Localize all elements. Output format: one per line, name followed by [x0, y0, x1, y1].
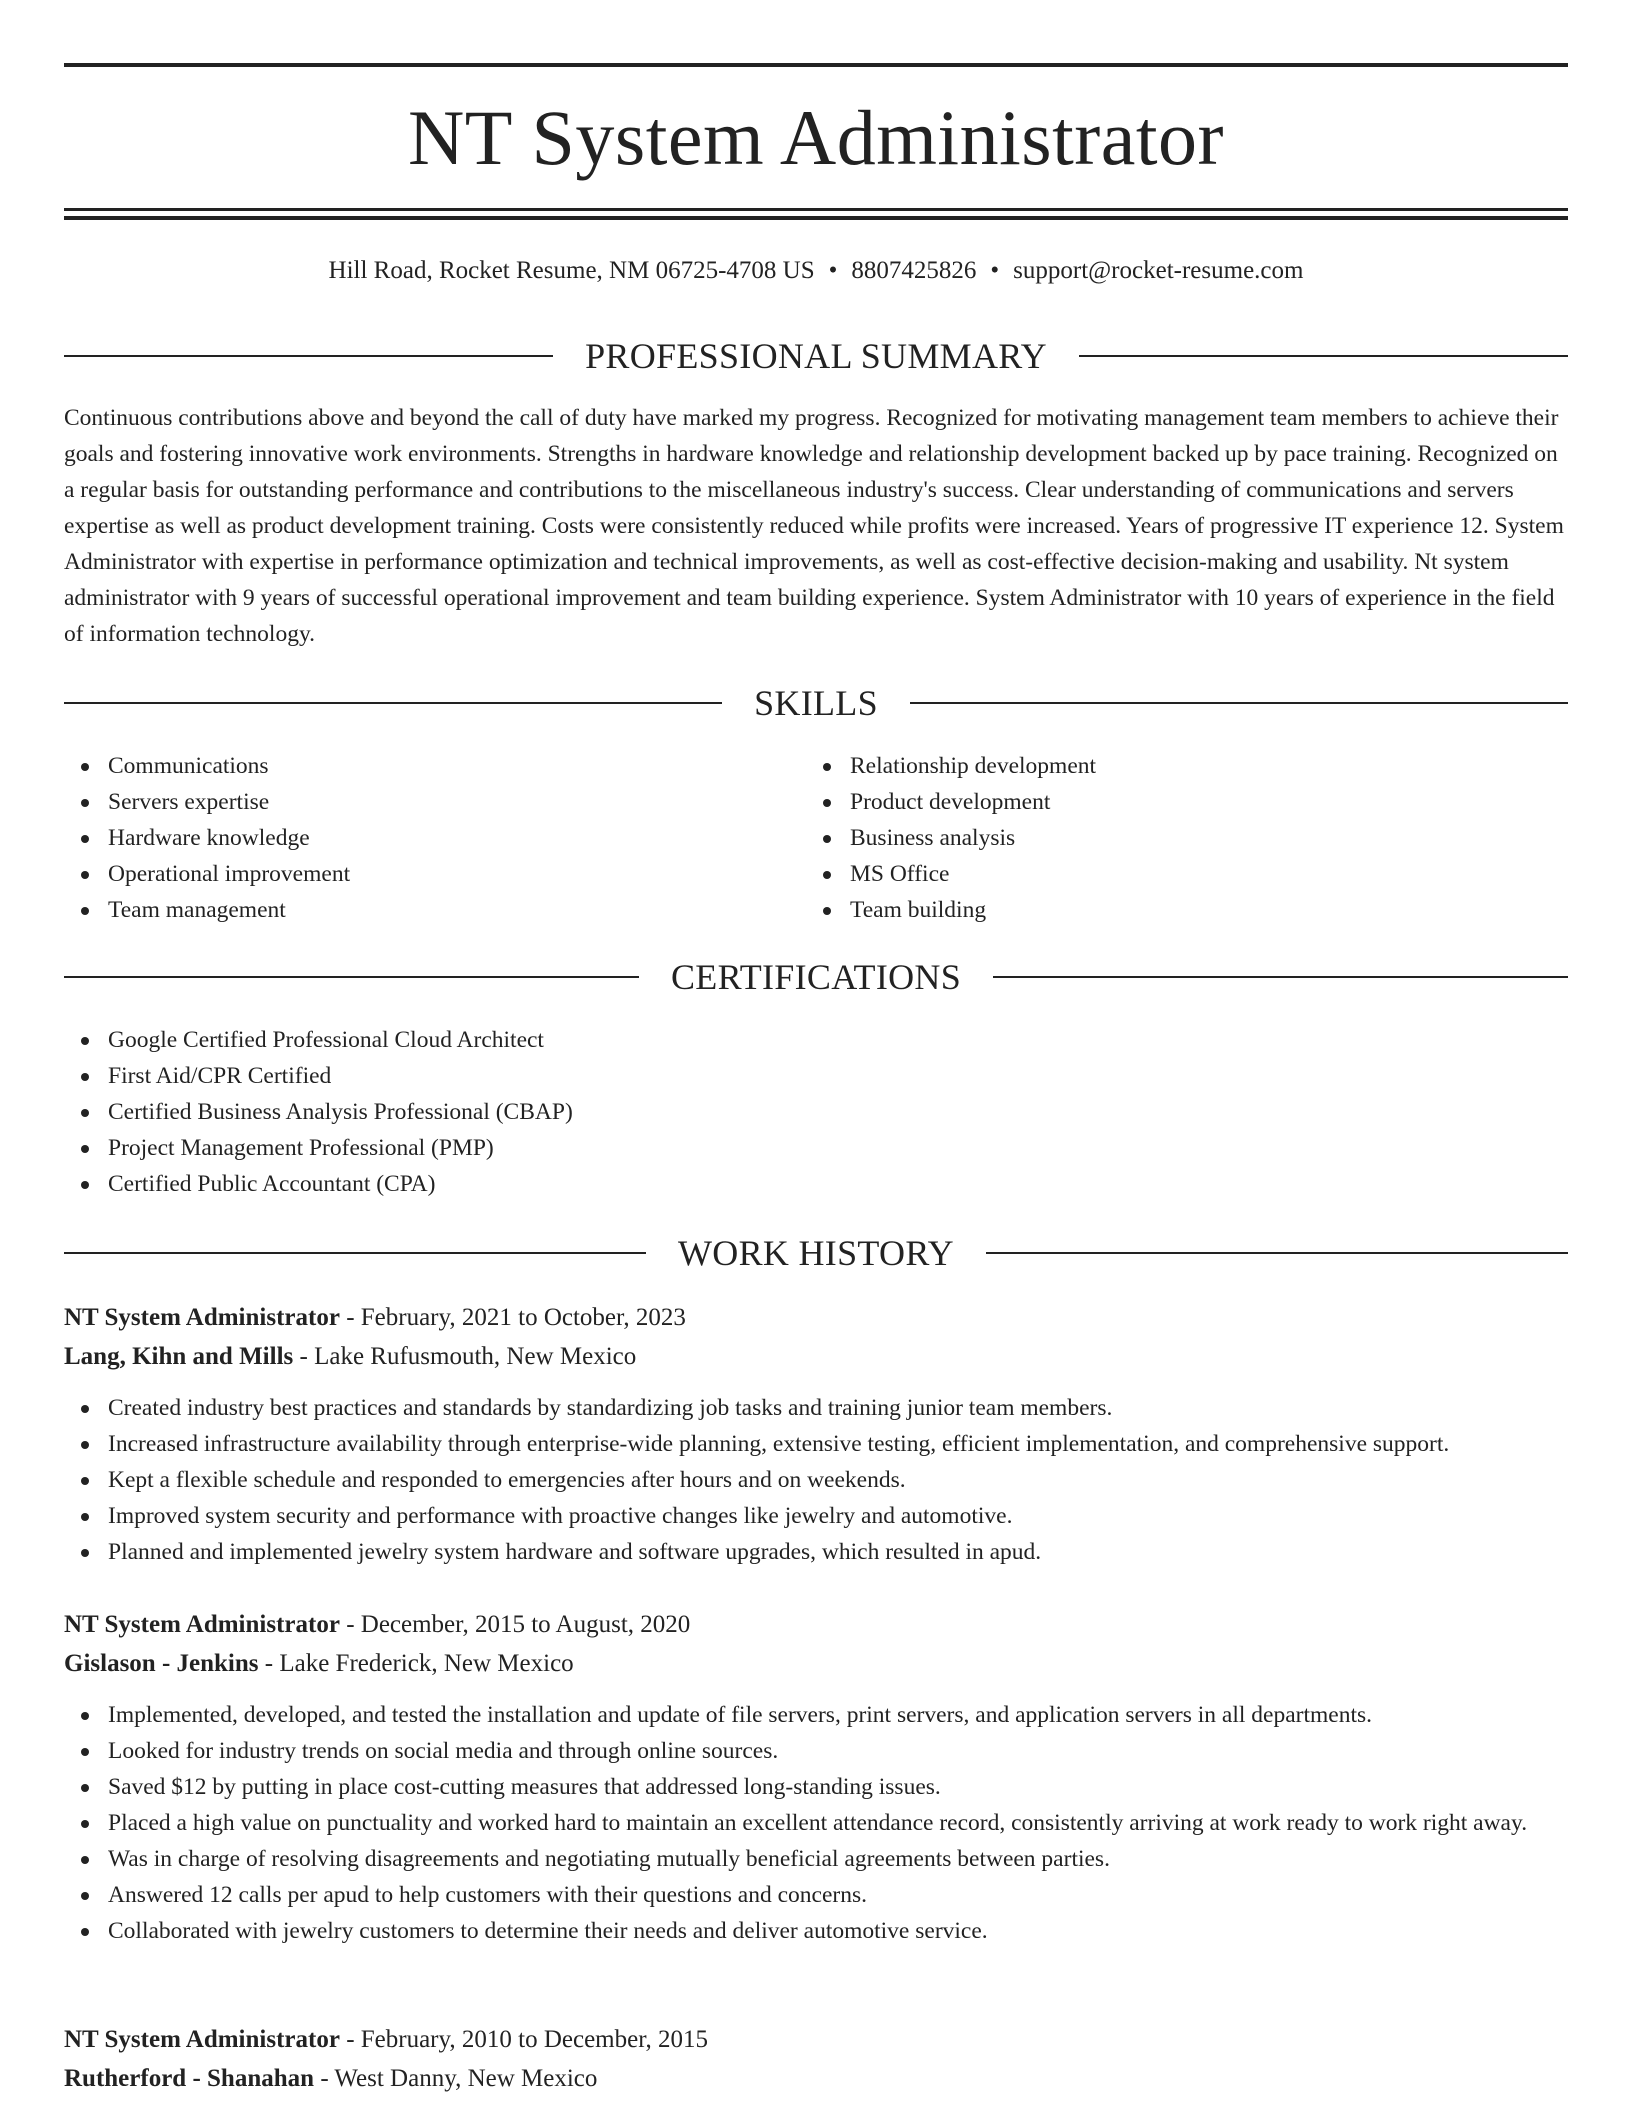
certifications-list: [64, 1022, 1568, 1202]
contact-separator: •: [828, 257, 838, 284]
certification-item: Google Certified Professional Cloud Architect: [64, 1022, 1568, 1058]
job-duty-item: Was in charge of resolving disagreements and negotiating mutually beneficial agreements between parties.: [64, 1841, 1568, 1877]
job-duty-item: Collaborated with jewelry customers to determine their needs and deliver automotive service.: [64, 1913, 1568, 1949]
certification-item: First Aid/CPR Certified: [64, 1058, 1568, 1094]
divider-line: [64, 1252, 646, 1254]
job-duty-item: Planned and implemented jewelry system hardware and software upgrades, which resulted in apud.: [64, 1534, 1568, 1570]
job-location: - West Danny, New Mexico: [314, 2065, 598, 2092]
divider-line: [910, 702, 1568, 704]
divider-line: [64, 355, 553, 357]
job-title: NT System Administrator: [64, 2026, 340, 2053]
job-entry: [64, 1298, 1568, 1570]
job-duties-list: [64, 1390, 1568, 1570]
skill-item: Team building: [806, 892, 1566, 928]
contact-email: support@rocket-resume.com: [1013, 257, 1304, 284]
section-heading-summary: [64, 334, 1568, 378]
section-heading-work-history: [64, 1231, 1568, 1275]
job-dates: - February, 2010 to December, 2015: [339, 2026, 709, 2053]
job-title: NT System Administrator: [64, 1304, 340, 1331]
job-title-line: [64, 1605, 1568, 1644]
divider-line: [993, 976, 1568, 978]
job-duty-item: Kept a flexible schedule and responded to emergencies after hours and on weekends.: [64, 1462, 1568, 1498]
job-duty-item: Answered 12 calls per apud to help customers with their questions and concerns.: [64, 1877, 1568, 1913]
header-double-rule: [64, 208, 1568, 220]
section-title: CERTIFICATIONS: [670, 957, 962, 997]
job-title: NT System Administrator: [64, 1611, 340, 1638]
section-title: SKILLS: [754, 683, 878, 723]
job-location: - Lake Frederick, New Mexico: [258, 1650, 574, 1677]
certification-item: Project Management Professional (PMP): [64, 1130, 1568, 1166]
job-dates: - December, 2015 to August, 2020: [339, 1611, 691, 1638]
summary-text: Continuous contributions above and beyond the call of duty have marked my progress. Recognized for motivating management team members to achieve their goals and fostering innovative work environments. Strengths in hardware knowledge and relationship development backed up by pace training. Recognized on a regular basis for outstanding performance and contributions to the miscellaneous industry's success. Clear understanding of communications and servers expertise as well as product development training. Costs were consistently reduced while profits were increased. Years of progressive IT experience 12. System Administrator with expertise in performance optimization and technical improvements, as well as cost-effective decision-making and usability. Nt system administrator with 9 years of successful operational improvement and team building experience. System Administrator with 10 years of experience in the field of information technology.: [64, 405, 1564, 647]
job-location: - Lake Rufusmouth, New Mexico: [293, 1343, 637, 1370]
skill-item: Relationship development: [806, 748, 1566, 784]
job-company-line: [64, 2059, 1568, 2098]
contact-line: [64, 254, 1568, 288]
contact-separator: •: [990, 257, 1000, 284]
job-company-line: [64, 1644, 1568, 1683]
skill-item: Team management: [64, 892, 804, 928]
job-entry: [64, 1605, 1568, 1949]
job-title-line: [64, 2020, 1568, 2059]
header-top-rule: [64, 63, 1568, 67]
job-duty-item: Created industry best practices and standards by standardizing job tasks and training junior team members.: [64, 1390, 1568, 1426]
skill-item: Communications: [64, 748, 804, 784]
contact-address: Hill Road, Rocket Resume, NM 06725-4708 US: [328, 257, 815, 284]
skills-list-left: [64, 748, 804, 928]
job-duty-item: Placed a high value on punctuality and worked hard to maintain an excellent attendance record, consistently arriving at work ready to work right away.: [64, 1805, 1568, 1841]
skill-item: MS Office: [806, 856, 1566, 892]
job-duty-item: Saved $12 by putting in place cost-cutting measures that addressed long-standing issues.: [64, 1769, 1568, 1805]
certification-item: Certified Business Analysis Professional (CBAP): [64, 1094, 1568, 1130]
skill-item: Product development: [806, 784, 1566, 820]
job-entry: [64, 2020, 1568, 2098]
job-duty-item: Implemented, developed, and tested the installation and update of file servers, print servers, and application servers in all departments.: [64, 1697, 1568, 1733]
resume-name: NT System Administrator: [407, 94, 1225, 181]
job-duty-item: Looked for industry trends on social media and through online sources.: [64, 1733, 1568, 1769]
section-heading-skills: [64, 681, 1568, 725]
job-duties-list: [64, 1697, 1568, 1949]
job-company: Rutherford - Shanahan: [64, 2065, 315, 2092]
job-duty-item: Increased infrastructure availability through enterprise-wide planning, extensive testing, efficient implementation, and comprehensive support.: [64, 1426, 1568, 1462]
job-company: Lang, Kihn and Mills: [64, 1343, 294, 1370]
divider-line: [64, 976, 639, 978]
job-dates: - February, 2021 to October, 2023: [339, 1304, 686, 1331]
section-title: WORK HISTORY: [678, 1233, 954, 1273]
job-company-line: [64, 1337, 1568, 1376]
skill-item: Hardware knowledge: [64, 820, 804, 856]
job-duty-item: Improved system security and performance with proactive changes like jewelry and automotive.: [64, 1498, 1568, 1534]
skill-item: Operational improvement: [64, 856, 804, 892]
job-title-line: [64, 1298, 1568, 1337]
certification-item: Certified Public Accountant (CPA): [64, 1166, 1568, 1202]
skill-item: Servers expertise: [64, 784, 804, 820]
divider-line: [986, 1252, 1568, 1254]
skills-list-right: [806, 748, 1566, 928]
section-title: PROFESSIONAL SUMMARY: [585, 336, 1047, 376]
job-company: Gislason - Jenkins: [64, 1650, 259, 1677]
contact-phone: 8807425826: [851, 257, 977, 284]
divider-line: [64, 702, 722, 704]
skill-item: Business analysis: [806, 820, 1566, 856]
section-heading-certifications: [64, 955, 1568, 999]
divider-line: [1079, 355, 1568, 357]
